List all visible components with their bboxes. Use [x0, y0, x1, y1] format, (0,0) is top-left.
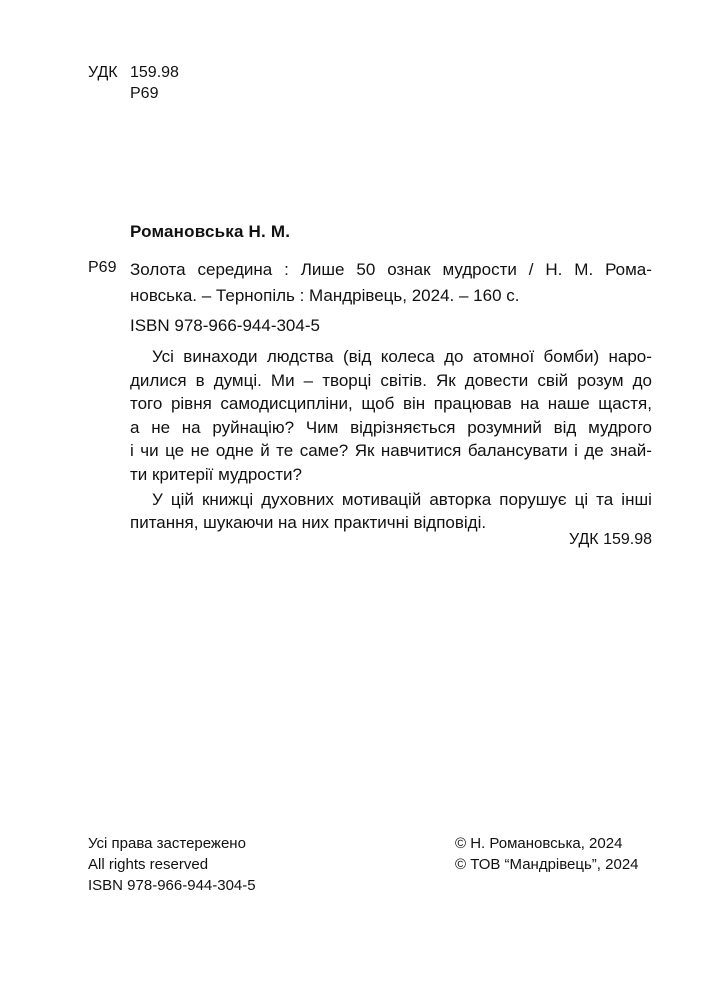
word: самодисципліни, — [220, 394, 353, 414]
word: рівня — [170, 394, 212, 414]
author-code-margin: Р69 — [88, 259, 117, 276]
word: балансувати — [467, 441, 568, 461]
word: до — [632, 370, 652, 390]
word: того — [130, 394, 163, 414]
copyright-publisher: © ТОВ “Мандрівець”, 2024 — [455, 856, 639, 873]
word: світів. — [380, 370, 427, 390]
word: на — [520, 394, 540, 414]
word: де — [584, 441, 604, 461]
annotation-paragraph-2 — [130, 488, 652, 535]
word: цій — [170, 489, 194, 509]
word: мудрого — [588, 417, 652, 437]
word: Рома- — [605, 260, 652, 279]
word: – — [303, 370, 314, 390]
annotation-line — [130, 488, 652, 512]
word: на — [181, 417, 201, 437]
word: до — [444, 347, 464, 366]
annotation-line — [130, 416, 652, 440]
bibliographic-line-2: новська. – Тернопіль : Мандрівець, 2024. – 160 с. — [130, 286, 520, 305]
word: бомби) — [543, 347, 600, 366]
author-code: Р69 — [130, 85, 159, 102]
word: від — [553, 417, 577, 437]
word: думці. — [213, 370, 262, 390]
annotation — [130, 345, 652, 535]
word: це — [165, 441, 185, 461]
word: чи — [140, 441, 159, 461]
word: людства — [266, 347, 334, 366]
word: У — [152, 489, 163, 509]
word: те — [276, 441, 294, 461]
word: щоб — [361, 394, 395, 414]
word: ти критерії мудрости? — [130, 464, 303, 484]
word: ці — [574, 489, 589, 509]
word: Чим — [305, 417, 339, 437]
word: авторка — [429, 489, 492, 509]
rights-ukrainian: Усі права застережено — [88, 835, 246, 852]
word: не — [151, 417, 171, 437]
word: М. — [574, 260, 594, 279]
rights-english: All rights reserved — [88, 856, 209, 873]
word: розум — [577, 370, 624, 390]
word: а — [130, 417, 140, 437]
footer-copyright — [455, 833, 639, 875]
word: не — [190, 441, 210, 461]
udk-label: УДК — [88, 64, 118, 81]
word: (від — [342, 347, 372, 366]
annotation-line — [130, 439, 652, 463]
word: мотивацій — [341, 489, 422, 509]
word: : — [284, 260, 289, 279]
word: й — [260, 441, 270, 461]
word: одне — [215, 441, 254, 461]
word: він — [402, 394, 426, 414]
word: свій — [537, 370, 569, 390]
word: і — [130, 441, 134, 461]
word: духовних — [261, 489, 334, 509]
word: колеса — [380, 347, 435, 366]
bibliographic-record — [130, 257, 652, 309]
word: та — [596, 489, 614, 509]
udk-classification-block — [88, 62, 179, 104]
word: і — [574, 441, 578, 461]
annotation-line — [130, 369, 652, 393]
word: руйнацію? — [212, 417, 295, 437]
udk-bottom: УДК 159.98 — [569, 531, 652, 548]
word: питання, шукаючи на них практичні відповіді. — [130, 513, 487, 533]
word: Як — [354, 441, 375, 461]
annotation-line — [130, 392, 652, 416]
word: ознак — [387, 260, 431, 279]
word: наше — [547, 394, 590, 414]
word: навчитися — [380, 441, 462, 461]
annotation-paragraph-1 — [130, 345, 652, 487]
word: саме? — [299, 441, 349, 461]
word: Золота — [130, 260, 186, 279]
word: в — [195, 370, 205, 390]
word: книжці — [201, 489, 254, 509]
annotation-line — [130, 463, 652, 487]
word: винаходи — [183, 347, 258, 366]
word: Усі — [152, 347, 174, 366]
word: Н. — [545, 260, 563, 279]
word: знай- — [610, 441, 652, 461]
word: відрізняється — [350, 417, 456, 437]
author-heading: Романовська Н. М. — [130, 222, 291, 241]
word: мудрости — [442, 260, 517, 279]
word: Лише — [300, 260, 345, 279]
word: творці — [322, 370, 372, 390]
footer-isbn: ISBN 978-966-944-304-5 — [88, 877, 256, 894]
word: атомної — [472, 347, 535, 366]
annotation-line — [130, 345, 652, 369]
word: Як — [436, 370, 456, 390]
word: наро- — [608, 347, 652, 366]
copyright-author: © Н. Романовська, 2024 — [455, 835, 623, 852]
word: 50 — [356, 260, 376, 279]
word: щастя, — [598, 394, 652, 414]
footer-rights — [88, 833, 256, 896]
word: Ми — [270, 370, 295, 390]
word: / — [528, 260, 534, 279]
bibliographic-line-1 — [130, 257, 652, 283]
word: довести — [464, 370, 529, 390]
word: працював — [433, 394, 512, 414]
word: інші — [621, 489, 652, 509]
word: порушує — [499, 489, 567, 509]
word: розумний — [467, 417, 542, 437]
word: середина — [197, 260, 273, 279]
isbn-record: ISBN 978-966-944-304-5 — [130, 316, 320, 335]
udk-value: 159.98 — [130, 64, 179, 81]
word: дилися — [130, 370, 187, 390]
